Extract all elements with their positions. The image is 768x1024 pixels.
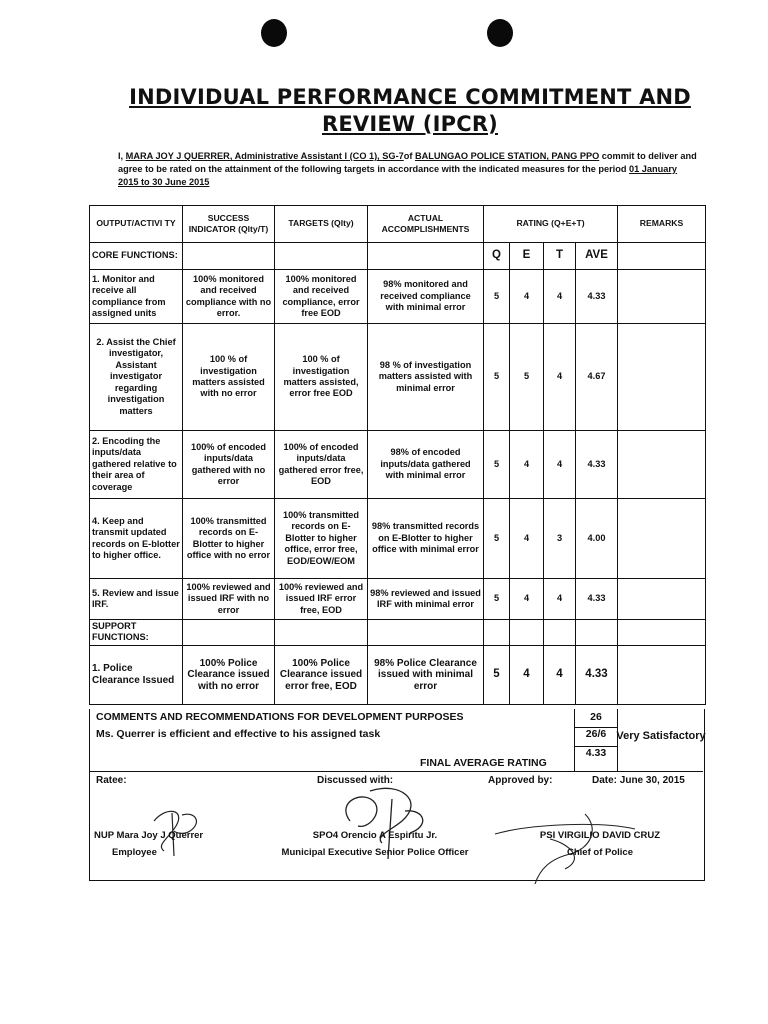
approved-by-label: Approved by: (488, 775, 553, 786)
row-indicator: 100% transmitted records on E-Blotter to higher office with no error (183, 499, 275, 579)
header-output: OUTPUT/ACTIVI TY (90, 206, 183, 243)
header-actual: ACTUAL ACCOMPLISHMENTS (368, 206, 484, 243)
row-target: 100 % of investigation matters assisted, error free EOD (275, 324, 368, 431)
intro-prefix: I, (118, 151, 126, 161)
table-row (90, 431, 706, 499)
ratee-label: Ratee: (96, 775, 127, 786)
header-rating: RATING (Q+E+T) (484, 206, 618, 243)
total-score: 26 (575, 711, 617, 728)
row-indicator: 100% reviewed and issued IRF with no error (183, 579, 275, 620)
punch-hole-right (487, 19, 513, 47)
row-output: 1. Police Clearance Issued (90, 645, 183, 704)
row-indicator: 100% monitored and received compliance with no error. (183, 270, 275, 324)
row-target: 100% of encoded inputs/data gathered error free, EOD (275, 431, 368, 499)
row-ave: 4.33 (576, 579, 618, 620)
core-functions-label: CORE FUNCTIONS: (90, 243, 183, 270)
row-target: 100% reviewed and issued IRF error free, EOD (275, 579, 368, 620)
row-t: 4 (544, 270, 576, 324)
table-row (90, 270, 706, 324)
discussed-with-label: Discussed with: (317, 775, 394, 786)
intro-body: commit to deliver and agree to be rated on the attainment of the following targets in accordance with the indicated measures for the period (118, 151, 697, 174)
row-target: 100% transmitted records on E-Blotter to higher office, error free, EOD/EOW/EOM (275, 499, 368, 579)
ipcr-table (89, 205, 706, 705)
support-functions-label: SUPPORT FUNCTIONS: (90, 620, 183, 646)
header-ave: AVE (576, 243, 618, 270)
row-remarks (618, 579, 706, 620)
header-remarks: REMARKS (618, 206, 706, 243)
row-output: 5. Review and issue IRF. (90, 579, 183, 620)
header-targets: TARGETS (Qlty) (275, 206, 368, 243)
row-remarks (618, 431, 706, 499)
row-q: 5 (484, 645, 510, 704)
row-remarks (618, 270, 706, 324)
table-row (90, 324, 706, 431)
final-average-label: FINAL AVERAGE RATING (420, 757, 547, 769)
table-row (90, 499, 706, 579)
row-q: 5 (484, 324, 510, 431)
row-q: 5 (484, 431, 510, 499)
date-label: Date: June 30, 2015 (592, 775, 685, 786)
row-output: 2. Assist the Chief investigator, Assistant investigator regarding investigation matters (90, 324, 183, 431)
row-ave: 4.33 (576, 270, 618, 324)
mesp-name: SPO4 Orencio A Espiritu Jr. (312, 830, 438, 841)
final-score: 4.33 (585, 747, 607, 759)
comments-title: COMMENTS AND RECOMMENDATIONS FOR DEVELOPMENT PURPOSES (96, 711, 464, 723)
row-remarks (618, 645, 706, 704)
row-actual: 98% reviewed and issued IRF with minimal error (368, 579, 484, 620)
row-output: 1. Monitor and receive all compliance from assigned units (90, 270, 183, 324)
row-t: 4 (544, 324, 576, 431)
row-remarks (618, 499, 706, 579)
row-q: 5 (484, 270, 510, 324)
score-computation: 26/6 (575, 728, 617, 747)
row-target: 100% Police Clearance issued error free, EOD (275, 645, 368, 704)
row-t: 4 (544, 579, 576, 620)
employee-name: NUP Mara Joy J Querrer (94, 830, 204, 841)
row-actual: 98% of encoded inputs/data gathered with minimal error (368, 431, 484, 499)
row-ave: 4.00 (576, 499, 618, 579)
row-e: 5 (510, 324, 544, 431)
row-e: 4 (510, 499, 544, 579)
divider (90, 771, 703, 772)
row-e: 4 (510, 431, 544, 499)
station-name: BALUNGAO POLICE STATION, PANG PPO (414, 151, 600, 161)
document-title-line2: REVIEW (IPCR) (322, 112, 498, 136)
row-ave: 4.33 (576, 431, 618, 499)
header-t: T (544, 243, 576, 270)
row-actual: 98% monitored and received compliance with minimal error (368, 270, 484, 324)
row-ave: 4.33 (576, 645, 618, 704)
row-e: 4 (510, 270, 544, 324)
row-indicator: 100 % of investigation matters assisted with no error (183, 324, 275, 431)
chief-title: Chief of Police (567, 847, 633, 858)
row-t: 3 (544, 499, 576, 579)
comment-text: Ms. Querrer is efficient and effective to his assigned task (96, 728, 381, 740)
document-title-line1: INDIVIDUAL PERFORMANCE COMMITMENT AND (129, 85, 691, 109)
table-row (90, 645, 706, 704)
header-success-indicator: SUCCESS INDICATOR (Qlty/T) (183, 206, 275, 243)
row-indicator: 100% of encoded inputs/data gathered with no error (183, 431, 275, 499)
row-t: 4 (544, 645, 576, 704)
signature-section (89, 709, 705, 881)
row-e: 4 (510, 645, 544, 704)
header-e: E (510, 243, 544, 270)
row-q: 5 (484, 579, 510, 620)
rating-period: 01 January 2015 to 30 June 2015 (118, 164, 678, 187)
table-row (90, 579, 706, 620)
row-actual: 98% transmitted records on E-Blotter to higher office with minimal error (368, 499, 484, 579)
row-t: 4 (544, 431, 576, 499)
chief-name: PSI VIRGILIO DAVID CRUZ (539, 830, 661, 841)
row-output: 4. Keep and transmit updated records on E-blotter to higher office. (90, 499, 183, 579)
employee-designation: MARA JOY J QUERRER, Administrative Assistant I (CO 1), SG-7 (125, 151, 404, 161)
adjectival-rating: Very Satisfactory (616, 730, 706, 742)
commitment-statement (118, 150, 698, 189)
row-output: 2. Encoding the inputs/data gathered relative to their area of coverage (90, 431, 183, 499)
employee-title: Employee (112, 847, 157, 858)
row-remarks (618, 324, 706, 431)
intro-of: of (403, 151, 415, 161)
row-target: 100% monitored and received compliance, error free EOD (275, 270, 368, 324)
mesp-title: Municipal Executive Senior Police Officer (281, 847, 469, 858)
row-actual: 98% Police Clearance issued with minimal error (368, 645, 484, 704)
row-indicator: 100% Police Clearance issued with no error (183, 645, 275, 704)
score-box (574, 709, 618, 771)
row-e: 4 (510, 579, 544, 620)
row-ave: 4.67 (576, 324, 618, 431)
punch-hole-left (261, 19, 287, 47)
header-q: Q (484, 243, 510, 270)
row-actual: 98 % of investigation matters assisted with minimal error (368, 324, 484, 431)
row-q: 5 (484, 499, 510, 579)
